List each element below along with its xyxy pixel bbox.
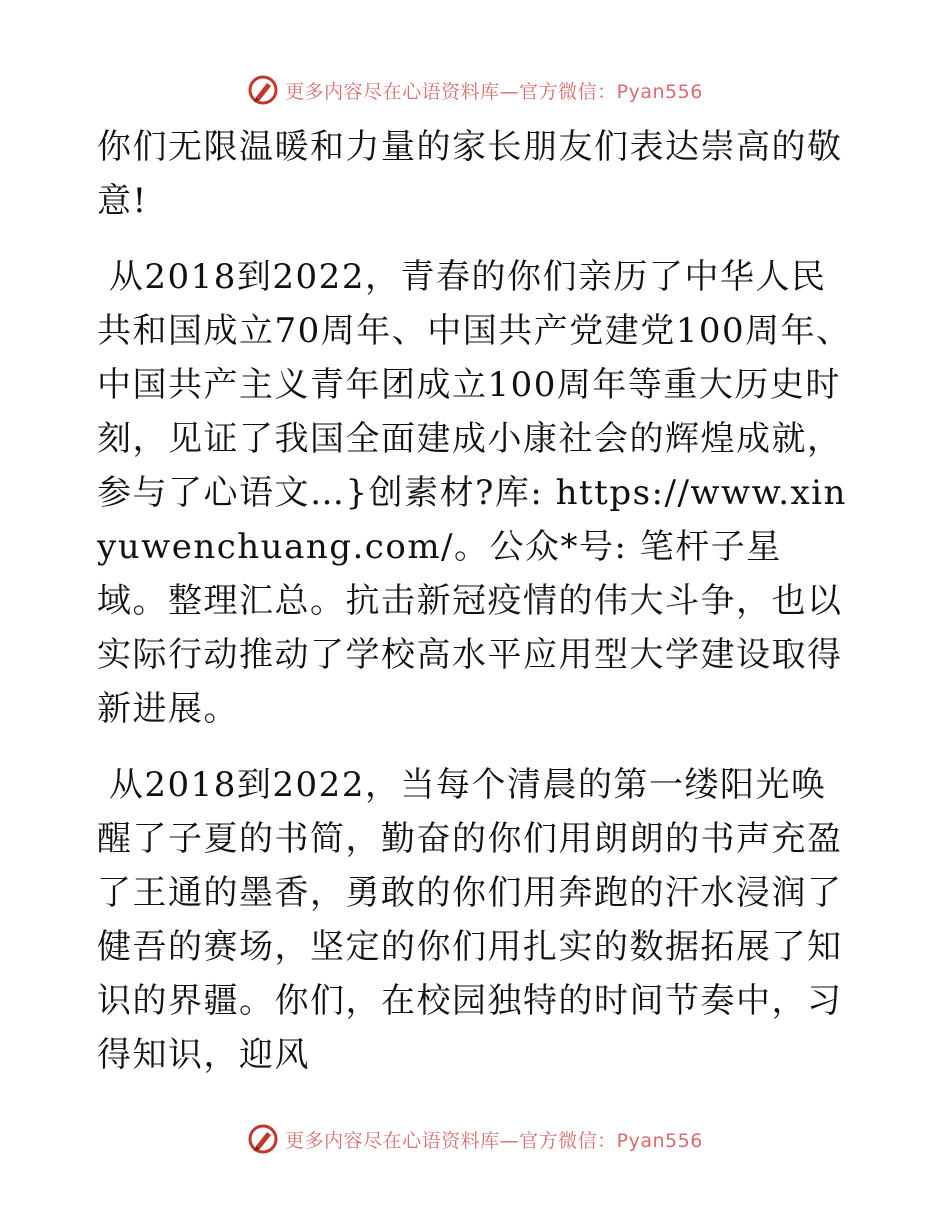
document-body [97,120,852,1082]
paragraph: 你们无限温暖和力量的家长朋友们表达崇高的敬意! [97,127,843,221]
footer-banner [0,1119,950,1159]
pen-circle-logo-icon [247,74,279,106]
footer-banner-text: 更多内容尽在心语资料库—官方微信：Pyan556 [285,1129,703,1152]
header-banner [0,70,950,110]
paragraph: 从2018到2022，青春的你们亲历了中华人民共和国成立70周年、中国共产党建党100周年、中国共产主义青年团成立100周年等重大历史时刻，见证了我国全面建成小康社会的辉煌成就，参与了心语文…}创素材?库: https://www.xinyuwenchuang.com/。公众*号: 笔杆子星域。整理汇总。抗击新冠疫情的伟大斗争，也以实际行动推动了学校高水平应用型大学建设取得新进展。 [97,257,852,729]
header-banner-text: 更多内容尽在心语资料库—官方微信：Pyan556 [285,80,703,103]
paragraph: 从2018到2022，当每个清晨的第一缕阳光唤醒了子夏的书简，勤奋的你们用朗朗的书声充盈了王通的墨香，勇敢的你们用奔跑的汗水浸润了健吾的赛场，坚定的你们用扎实的数据拓展了知识的界疆。你们，在校园独特的时间节奏中，习得知识，迎风 [97,765,843,1075]
pen-circle-logo-icon [247,1123,279,1155]
